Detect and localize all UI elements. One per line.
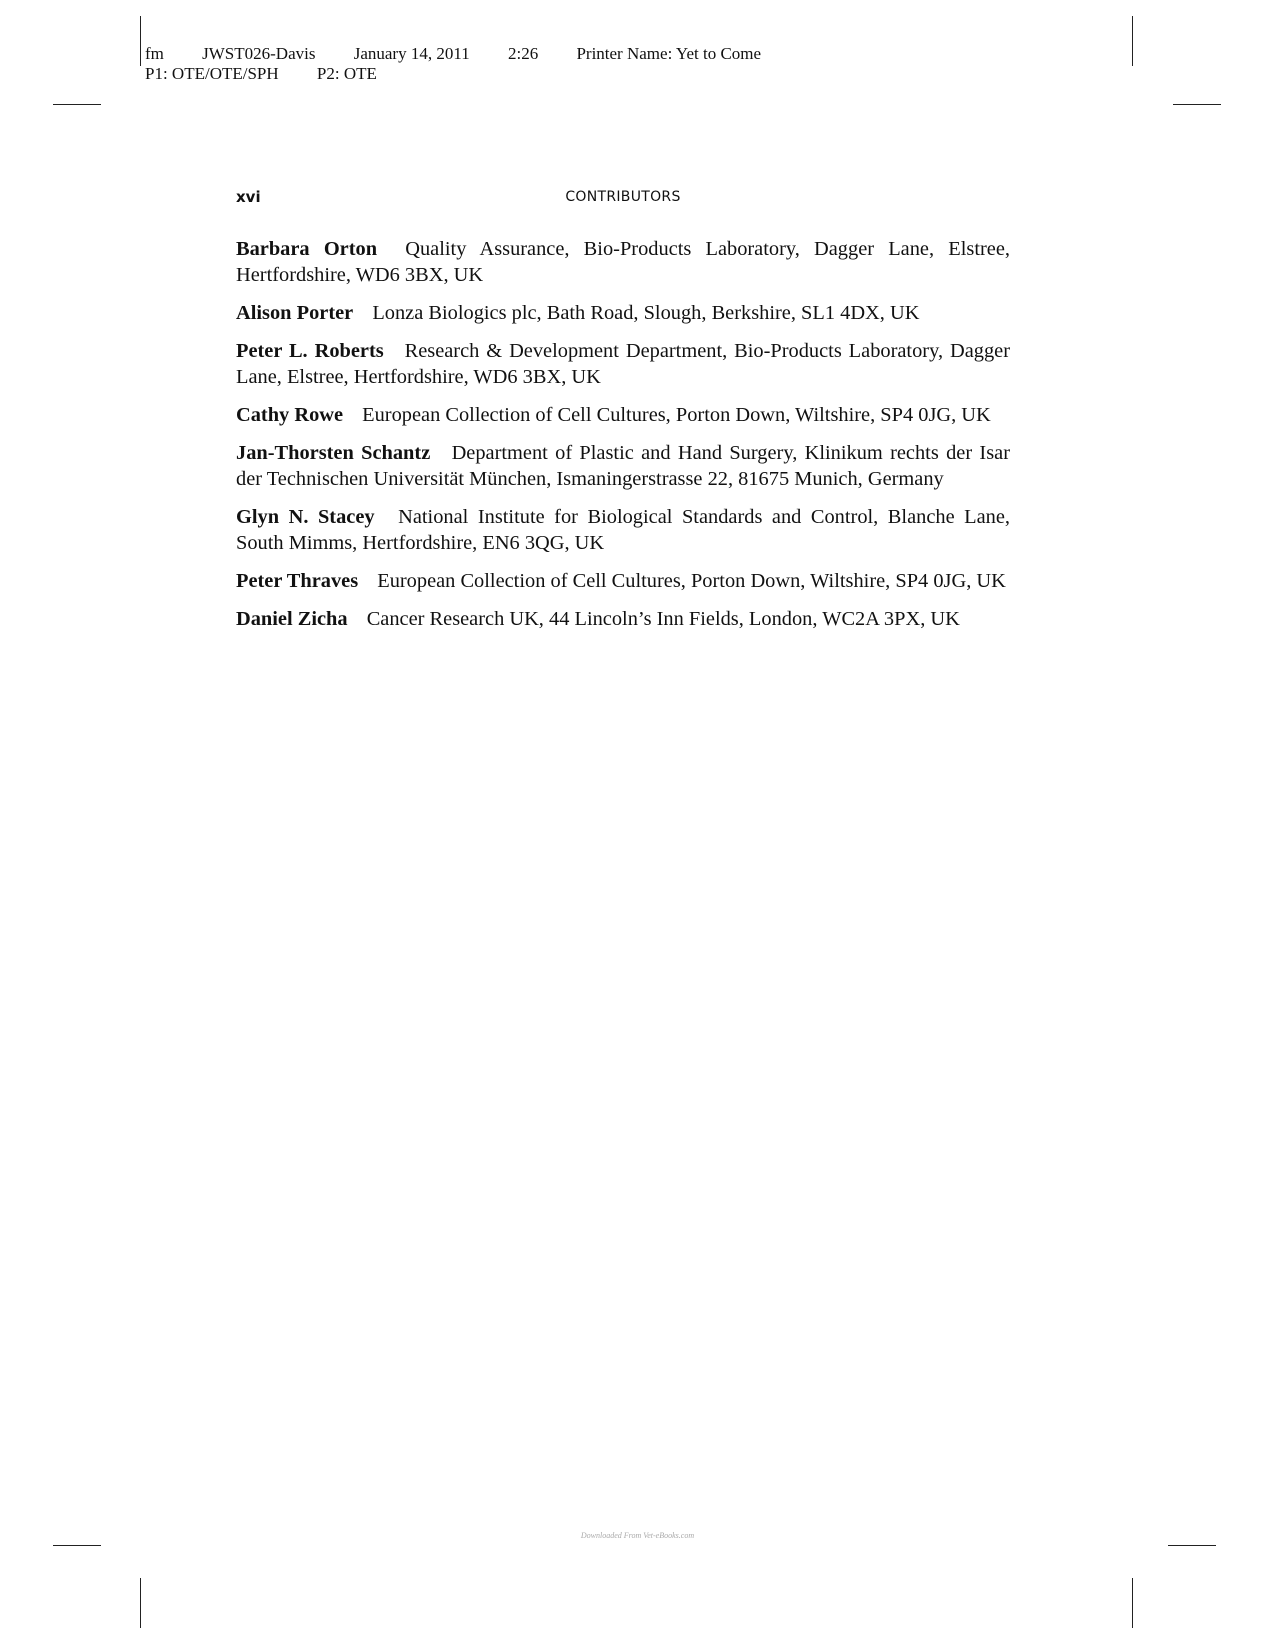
printer-slug-line-2 [145, 64, 411, 84]
contributor-entry [236, 338, 1010, 390]
contributor-affiliation: Lonza Biologics plc, Bath Road, Slough, Berkshire, SL1 4DX, UK [372, 302, 920, 324]
slug-item: 2:26 [507, 44, 539, 63]
crop-mark-bottom-right-horizontal [1168, 1545, 1216, 1546]
contributor-affiliation: Research & Development Department, Bio-Products Laboratory, Dagger Lane, Elstree, Hertfordshire, WD6 3BX, UK [236, 340, 1010, 388]
contributor-entry [236, 606, 1010, 632]
contributor-affiliation: National Institute for Biological Standards and Control, Blanche Lane, South Mimms, Hertfordshire, EN6 3QG, UK [236, 506, 1010, 554]
contributor-affiliation: European Collection of Cell Cultures, Porton Down, Wiltshire, SP4 0JG, UK [362, 404, 991, 426]
contributor-list [236, 236, 1010, 644]
slug-item: January 14, 2011 [353, 44, 470, 63]
slug-item: Printer Name: Yet to Come [576, 44, 762, 63]
running-head [236, 186, 1010, 208]
crop-mark-bottom-left-vertical [140, 1578, 141, 1628]
crop-mark-top-right-horizontal [1173, 104, 1221, 105]
contributor-affiliation: Quality Assurance, Bio-Products Laboratory, Dagger Lane, Elstree, Hertfordshire, WD6 3BX, UK [236, 238, 1010, 286]
crop-mark-top-left-vertical [140, 16, 141, 66]
contributor-entry [236, 504, 1010, 556]
contributor-entry [236, 402, 1010, 428]
download-watermark: Downloaded From Vet-eBooks.com [580, 1531, 695, 1540]
contributor-name: Peter Thraves [236, 570, 359, 592]
contributor-entry [236, 440, 1010, 492]
slug-item: P2: OTE [316, 64, 377, 83]
contributor-name: Daniel Zicha [236, 608, 348, 630]
section-title: CONTRIBUTORS [565, 189, 681, 205]
crop-mark-top-right-vertical [1132, 16, 1133, 66]
contributor-entry [236, 568, 1010, 594]
contributor-name: Barbara Orton [236, 238, 378, 260]
slug-item: JWST026-Davis [202, 44, 316, 63]
contributor-entry [236, 300, 1010, 326]
contributor-affiliation: European Collection of Cell Cultures, Porton Down, Wiltshire, SP4 0JG, UK [377, 570, 1006, 592]
crop-mark-top-left-horizontal [53, 104, 101, 105]
page-number: xvi [236, 188, 261, 206]
contributor-name: Glyn N. Stacey [236, 506, 375, 528]
printer-slug-line-1 [145, 44, 795, 64]
contributor-name: Jan-Thorsten Schantz [236, 442, 431, 464]
contributor-name: Cathy Rowe [236, 404, 344, 426]
contributor-entry [236, 236, 1010, 288]
contributor-affiliation: Cancer Research UK, 44 Lincoln’s Inn Fields, London, WC2A 3PX, UK [366, 608, 960, 630]
slug-item: P1: OTE/OTE/SPH [145, 64, 279, 83]
contributor-name: Alison Porter [236, 302, 354, 324]
crop-mark-bottom-right-vertical [1132, 1578, 1133, 1628]
slug-item: fm [145, 44, 164, 63]
contributor-name: Peter L. Roberts [236, 340, 384, 362]
crop-mark-bottom-left-horizontal [53, 1545, 101, 1546]
contributor-affiliation: Department of Plastic and Hand Surgery, Klinikum rechts der Isar der Technischen Universität München, Ismaningerstrasse 22, 81675 Munich, Germany [236, 442, 1010, 490]
